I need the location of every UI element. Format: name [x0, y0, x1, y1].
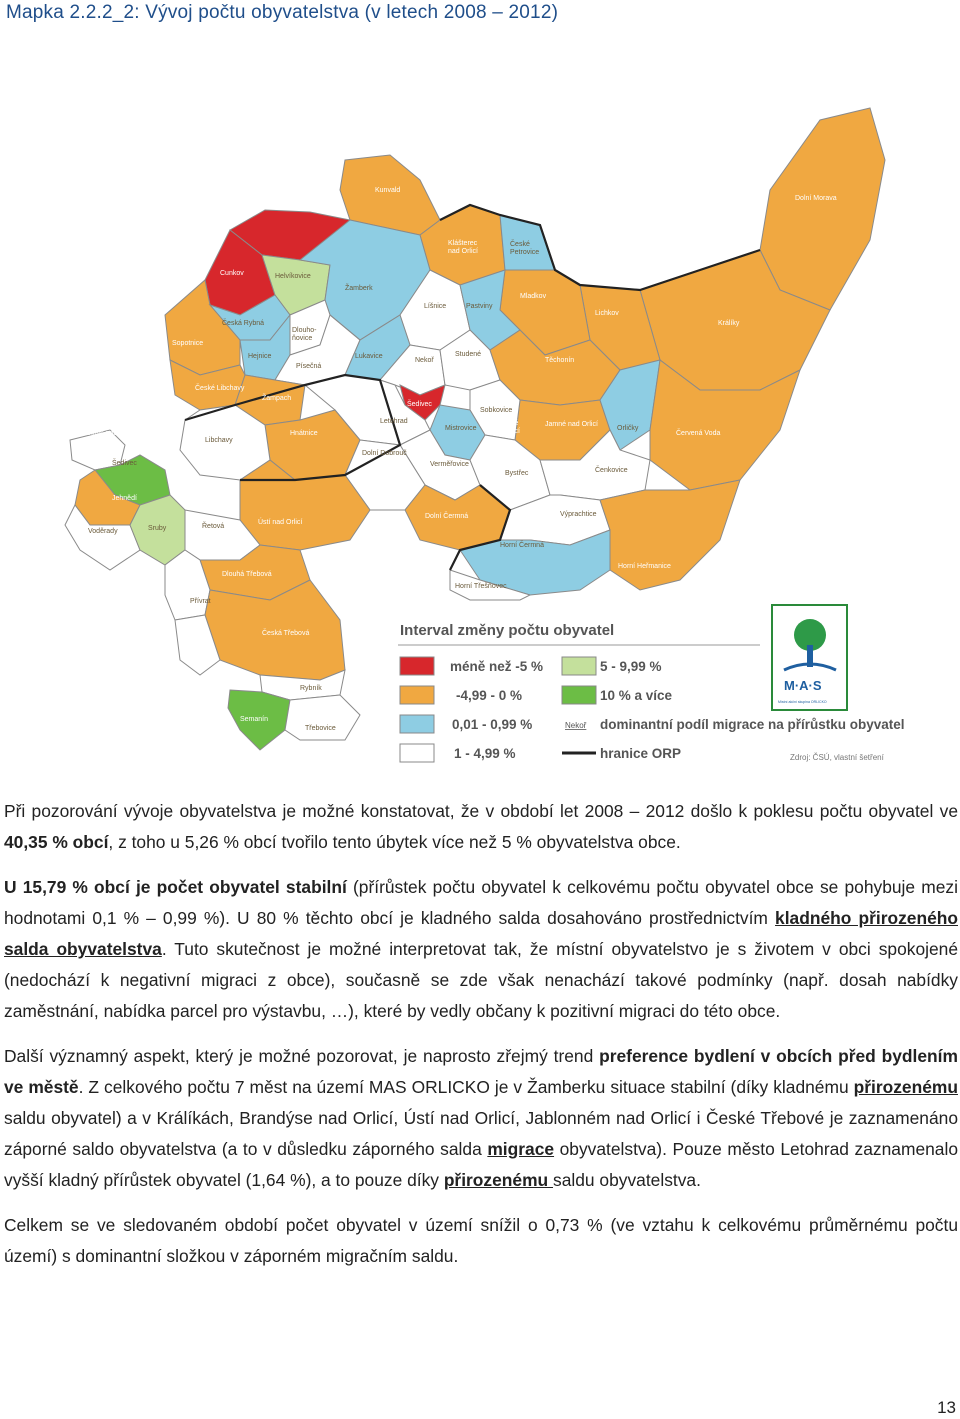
- svg-text:Sopotnice: Sopotnice: [172, 340, 204, 347]
- svg-text:Jablonné: Jablonné: [490, 420, 519, 427]
- svg-text:Mistrovice: Mistrovice: [445, 425, 477, 432]
- svg-text:Jehnědí: Jehnědí: [112, 495, 137, 502]
- svg-text:Hejnice: Hejnice: [248, 353, 272, 360]
- svg-text:Dlouho-: Dlouho-: [292, 327, 317, 334]
- paragraph-1: Při pozorování vývoje obyvatelstva je možné konstatovat, že v období let 2008 – 2012 došlo k poklesu počtu obyvatel ve 40,35 % obcí, z toho u 5,26 % obcí tvořilo tento úbytek více než 5 % obyvatelstva obce.: [4, 801, 958, 852]
- legend-sample-nekor: Nekoř: [565, 721, 587, 730]
- svg-text:Jamné nad Orlicí: Jamné nad Orlicí: [545, 421, 598, 428]
- svg-text:Klášterec: Klášterec: [448, 240, 478, 247]
- svg-text:Helvíkovice: Helvíkovice: [275, 273, 311, 280]
- legend-label-blue: 0,01 - 0,99 %: [452, 717, 533, 732]
- paragraph-2: U 15,79 % obcí je počet obyvatel stabilní (přírůstek počtu obyvatel k celkovému počtu obyvatel obce se pohybuje mezi hodnotami 0,1 % – 0,99 %). U 80 % těchto obcí je kladného salda dosahováno prostřednictvím kladného přirozeného salda obyvatelstva. Tuto skutečnost je možné interpretovat tak, že místní obyvatelstvo je s životem v obci spokojené (nedochází k negativní migraci z obce), současně se zde však nenachází takové podmínky (např. dosah nabídky zaměstnání, nabídka parcel pro výstavbu, …), které by vedly občany k pozitivní migraci do této obce.: [4, 877, 958, 1021]
- legend-label-orp: hranice ORP: [600, 746, 682, 761]
- svg-text:Ústí nad Orlicí: Ústí nad Orlicí: [258, 519, 303, 526]
- mas-logo: [772, 605, 847, 710]
- svg-text:České: České: [510, 241, 530, 248]
- svg-text:Brandýs nad: Brandýs nad: [78, 430, 118, 437]
- svg-text:Semanín: Semanín: [240, 716, 269, 723]
- svg-text:Horní Čermná: Horní Čermná: [500, 542, 544, 549]
- svg-text:Rybník: Rybník: [300, 685, 322, 692]
- legend-swatch-white: [400, 744, 434, 762]
- svg-text:Hnátnice: Hnátnice: [290, 430, 318, 437]
- svg-text:Nekoř: Nekoř: [415, 357, 434, 364]
- legend-label-migration: dominantní podíl migrace na přírůstku obyvatel: [600, 717, 905, 732]
- svg-text:Cunkov: Cunkov: [220, 270, 244, 277]
- svg-text:Voděrady: Voděrady: [88, 528, 118, 535]
- svg-text:Výprachtice: Výprachtice: [560, 511, 597, 518]
- svg-text:Sobkovice: Sobkovice: [480, 407, 513, 414]
- legend-label-orange: -4,99 - 0 %: [456, 688, 523, 703]
- legend-label-green: 10 % a více: [600, 688, 673, 703]
- svg-text:Líšnice: Líšnice: [424, 303, 447, 310]
- region-dolni-morava: [760, 108, 885, 310]
- svg-text:Žampach: Žampach: [262, 395, 292, 402]
- svg-text:Petrovice: Petrovice: [510, 249, 540, 256]
- svg-text:Dolní Morava: Dolní Morava: [795, 195, 837, 202]
- map-caption-title: Mapka 2.2.2_2: Vývoj počtu obyvatelstva (v letech 2008 – 2012): [6, 2, 559, 23]
- svg-text:Orličky: Orličky: [617, 425, 639, 432]
- legend-swatch-red: [400, 657, 434, 675]
- svg-text:Šedivec: Šedivec: [407, 401, 432, 408]
- legend-label-white: 1 - 4,99 %: [454, 746, 516, 761]
- svg-text:nad Orlicí: nad Orlicí: [448, 248, 478, 255]
- mas-logo-text: M·A·S: [784, 678, 822, 693]
- svg-text:Červená Voda: Červená Voda: [676, 430, 721, 437]
- svg-text:Třebovice: Třebovice: [305, 725, 336, 732]
- svg-text:Pastviny: Pastviny: [466, 303, 493, 310]
- map-legend: [398, 605, 905, 762]
- svg-text:České Libchavy: České Libchavy: [195, 385, 245, 392]
- svg-text:ňovice: ňovice: [292, 335, 313, 342]
- svg-text:Čenkovice: Čenkovice: [595, 467, 628, 474]
- svg-text:nad Orlicí: nad Orlicí: [490, 428, 520, 435]
- region-horni-hermanice: [600, 480, 740, 590]
- svg-text:Horní Třešňovec: Horní Třešňovec: [455, 583, 507, 590]
- legend-source: Zdroj: ČSÚ, vlastní šetření: [790, 753, 884, 762]
- svg-text:Česká Třebová: Česká Třebová: [262, 630, 310, 637]
- svg-text:Dlouhá Třebová: Dlouhá Třebová: [222, 571, 272, 578]
- legend-swatch-orange: [400, 686, 434, 704]
- svg-text:Studené: Studené: [455, 351, 482, 358]
- legend-swatch-green: [562, 686, 596, 704]
- legend-title: Interval změny počtu obyvatel: [400, 622, 615, 639]
- svg-text:Orlicí: Orlicí: [82, 438, 99, 445]
- svg-text:Těchonín: Těchonín: [545, 357, 575, 364]
- svg-text:Bystřec: Bystřec: [505, 470, 529, 477]
- svg-text:Králíky: Králíky: [718, 320, 740, 327]
- legend-swatch-lightgreen: [562, 657, 596, 675]
- legend-label-lightgreen: 5 - 9,99 %: [600, 659, 662, 674]
- svg-text:Kunvald: Kunvald: [375, 187, 401, 194]
- svg-text:Dolní Dobrouč: Dolní Dobrouč: [362, 450, 407, 457]
- page-number: 13: [937, 1398, 956, 1417]
- paragraph-3: Další významný aspekt, který je možné pozorovat, je naprosto zřejmý trend preference bydlení v obcích před bydlením ve městě. Z celkového počtu 7 měst na území MAS ORLICKO je v Žamberku situace stabilní (díky kladnému přirozenému saldu obyvatel) a v Králíkách, Brandýse nad Orlicí, Ústí nad Orlicí, Jablonném nad Orlicí i České Třebové je zaznamenáno záporné saldo obyvatelstva (a to v důsledku záporného salda migrace obyvatelstva). Pouze město Letohrad zaznamenalo vyšší kladný přírůstek obyvatel (1,64 %), a to pouze díky přirozenému saldu obyvatelstva.: [4, 1046, 958, 1190]
- svg-text:Letohrad: Letohrad: [380, 418, 408, 425]
- svg-text:Lukavice: Lukavice: [355, 353, 383, 360]
- body-text: [4, 796, 958, 1272]
- svg-text:Verměřovice: Verměřovice: [430, 461, 469, 468]
- region-trebovice: [285, 695, 360, 740]
- svg-text:Mladkov: Mladkov: [520, 293, 547, 300]
- svg-text:Sruby: Sruby: [148, 525, 167, 532]
- legend-swatch-blue: [400, 715, 434, 733]
- legend-label-red: méně než -5 %: [450, 659, 544, 674]
- population-change-map: [0, 100, 960, 790]
- svg-text:Horní Heřmanice: Horní Heřmanice: [618, 563, 671, 570]
- svg-text:Libchavy: Libchavy: [205, 437, 233, 444]
- svg-text:Dolní Čermná: Dolní Čermná: [425, 513, 469, 520]
- svg-text:Lichkov: Lichkov: [595, 310, 619, 317]
- svg-text:Česká Rybná: Česká Rybná: [222, 320, 265, 327]
- mas-logo-subtext: Místní akční skupina ORLICKO: [778, 700, 827, 704]
- svg-text:Šedivec: Šedivec: [112, 460, 137, 467]
- svg-text:Přívrat: Přívrat: [190, 598, 211, 605]
- paragraph-4: Celkem se ve sledovaném období počet obyvatel v území snížil o 0,73 % (ve vztahu k celkovému průměrnému počtu území) s dominantní složkou v záporném migračním saldu.: [4, 1215, 958, 1266]
- svg-text:Žamberk: Žamberk: [345, 285, 373, 292]
- svg-text:Písečná: Písečná: [296, 363, 322, 370]
- svg-text:Řetová: Řetová: [202, 523, 225, 530]
